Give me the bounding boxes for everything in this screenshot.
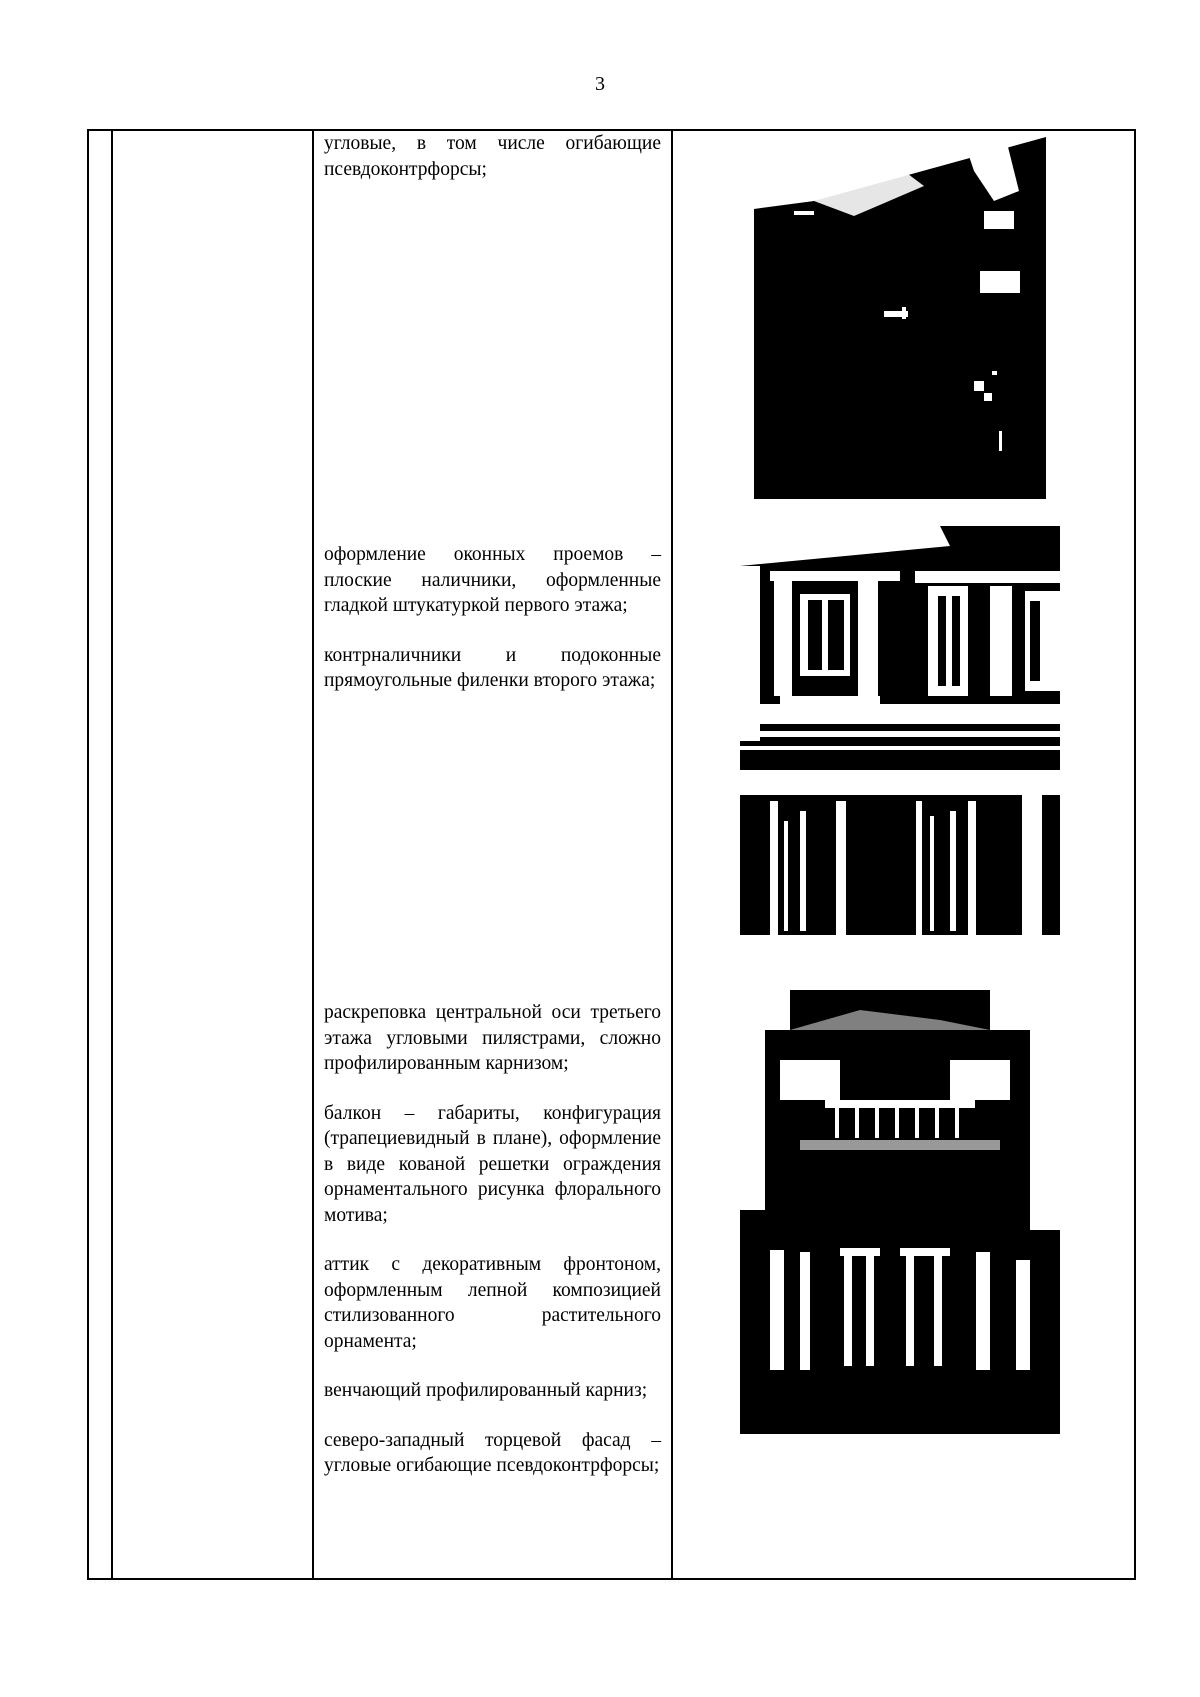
table-divider-2 [312, 129, 314, 1580]
page-number: 3 [595, 73, 605, 95]
description-paragraph: угловые, в том числе огибающие псевдоконтрфорсы; [324, 133, 661, 180]
table-cell-description-1 [324, 131, 661, 182]
description-paragraph: раскреповка центральной оси третьего этажа угловыми пилястрами, сложно профилированным карнизом; [324, 1002, 661, 1074]
description-paragraph: контрналичники и подоконные прямоугольные филенки второго этажа; [324, 644, 661, 691]
description-paragraph: аттик с декоративным фронтоном, оформленным лепной композицией стилизованного растительного орнамента; [324, 1254, 661, 1352]
photo-window-openings-2 [740, 791, 1060, 935]
photo-window-openings-1 [740, 526, 1060, 770]
table-border-bottom [87, 1578, 1136, 1580]
description-paragraph: венчающий профилированный карниз; [324, 1380, 648, 1401]
table-cell-description-3 [324, 1000, 661, 1479]
table-divider-1 [111, 129, 113, 1580]
description-paragraph: балкон – габариты, конфигурация (трапециевидный в плане), оформление в виде кованой решетки ограждения орнаментального рисунка флорального мотива; [324, 1102, 661, 1226]
table-cell-description-2 [324, 542, 661, 694]
description-paragraph: оформление оконных проемов – плоские наличники, оформленные гладкой штукатуркой первого этажа; [324, 544, 661, 616]
table-divider-3 [671, 129, 673, 1580]
description-paragraph: северо-западный торцевой фасад – угловые огибающие псевдоконтрфорсы; [324, 1429, 661, 1476]
photo-balcony-attic [740, 990, 1060, 1434]
table-border-right [1134, 129, 1136, 1580]
photo-corner-buttresses [754, 131, 1046, 499]
table-border-left [87, 129, 89, 1580]
